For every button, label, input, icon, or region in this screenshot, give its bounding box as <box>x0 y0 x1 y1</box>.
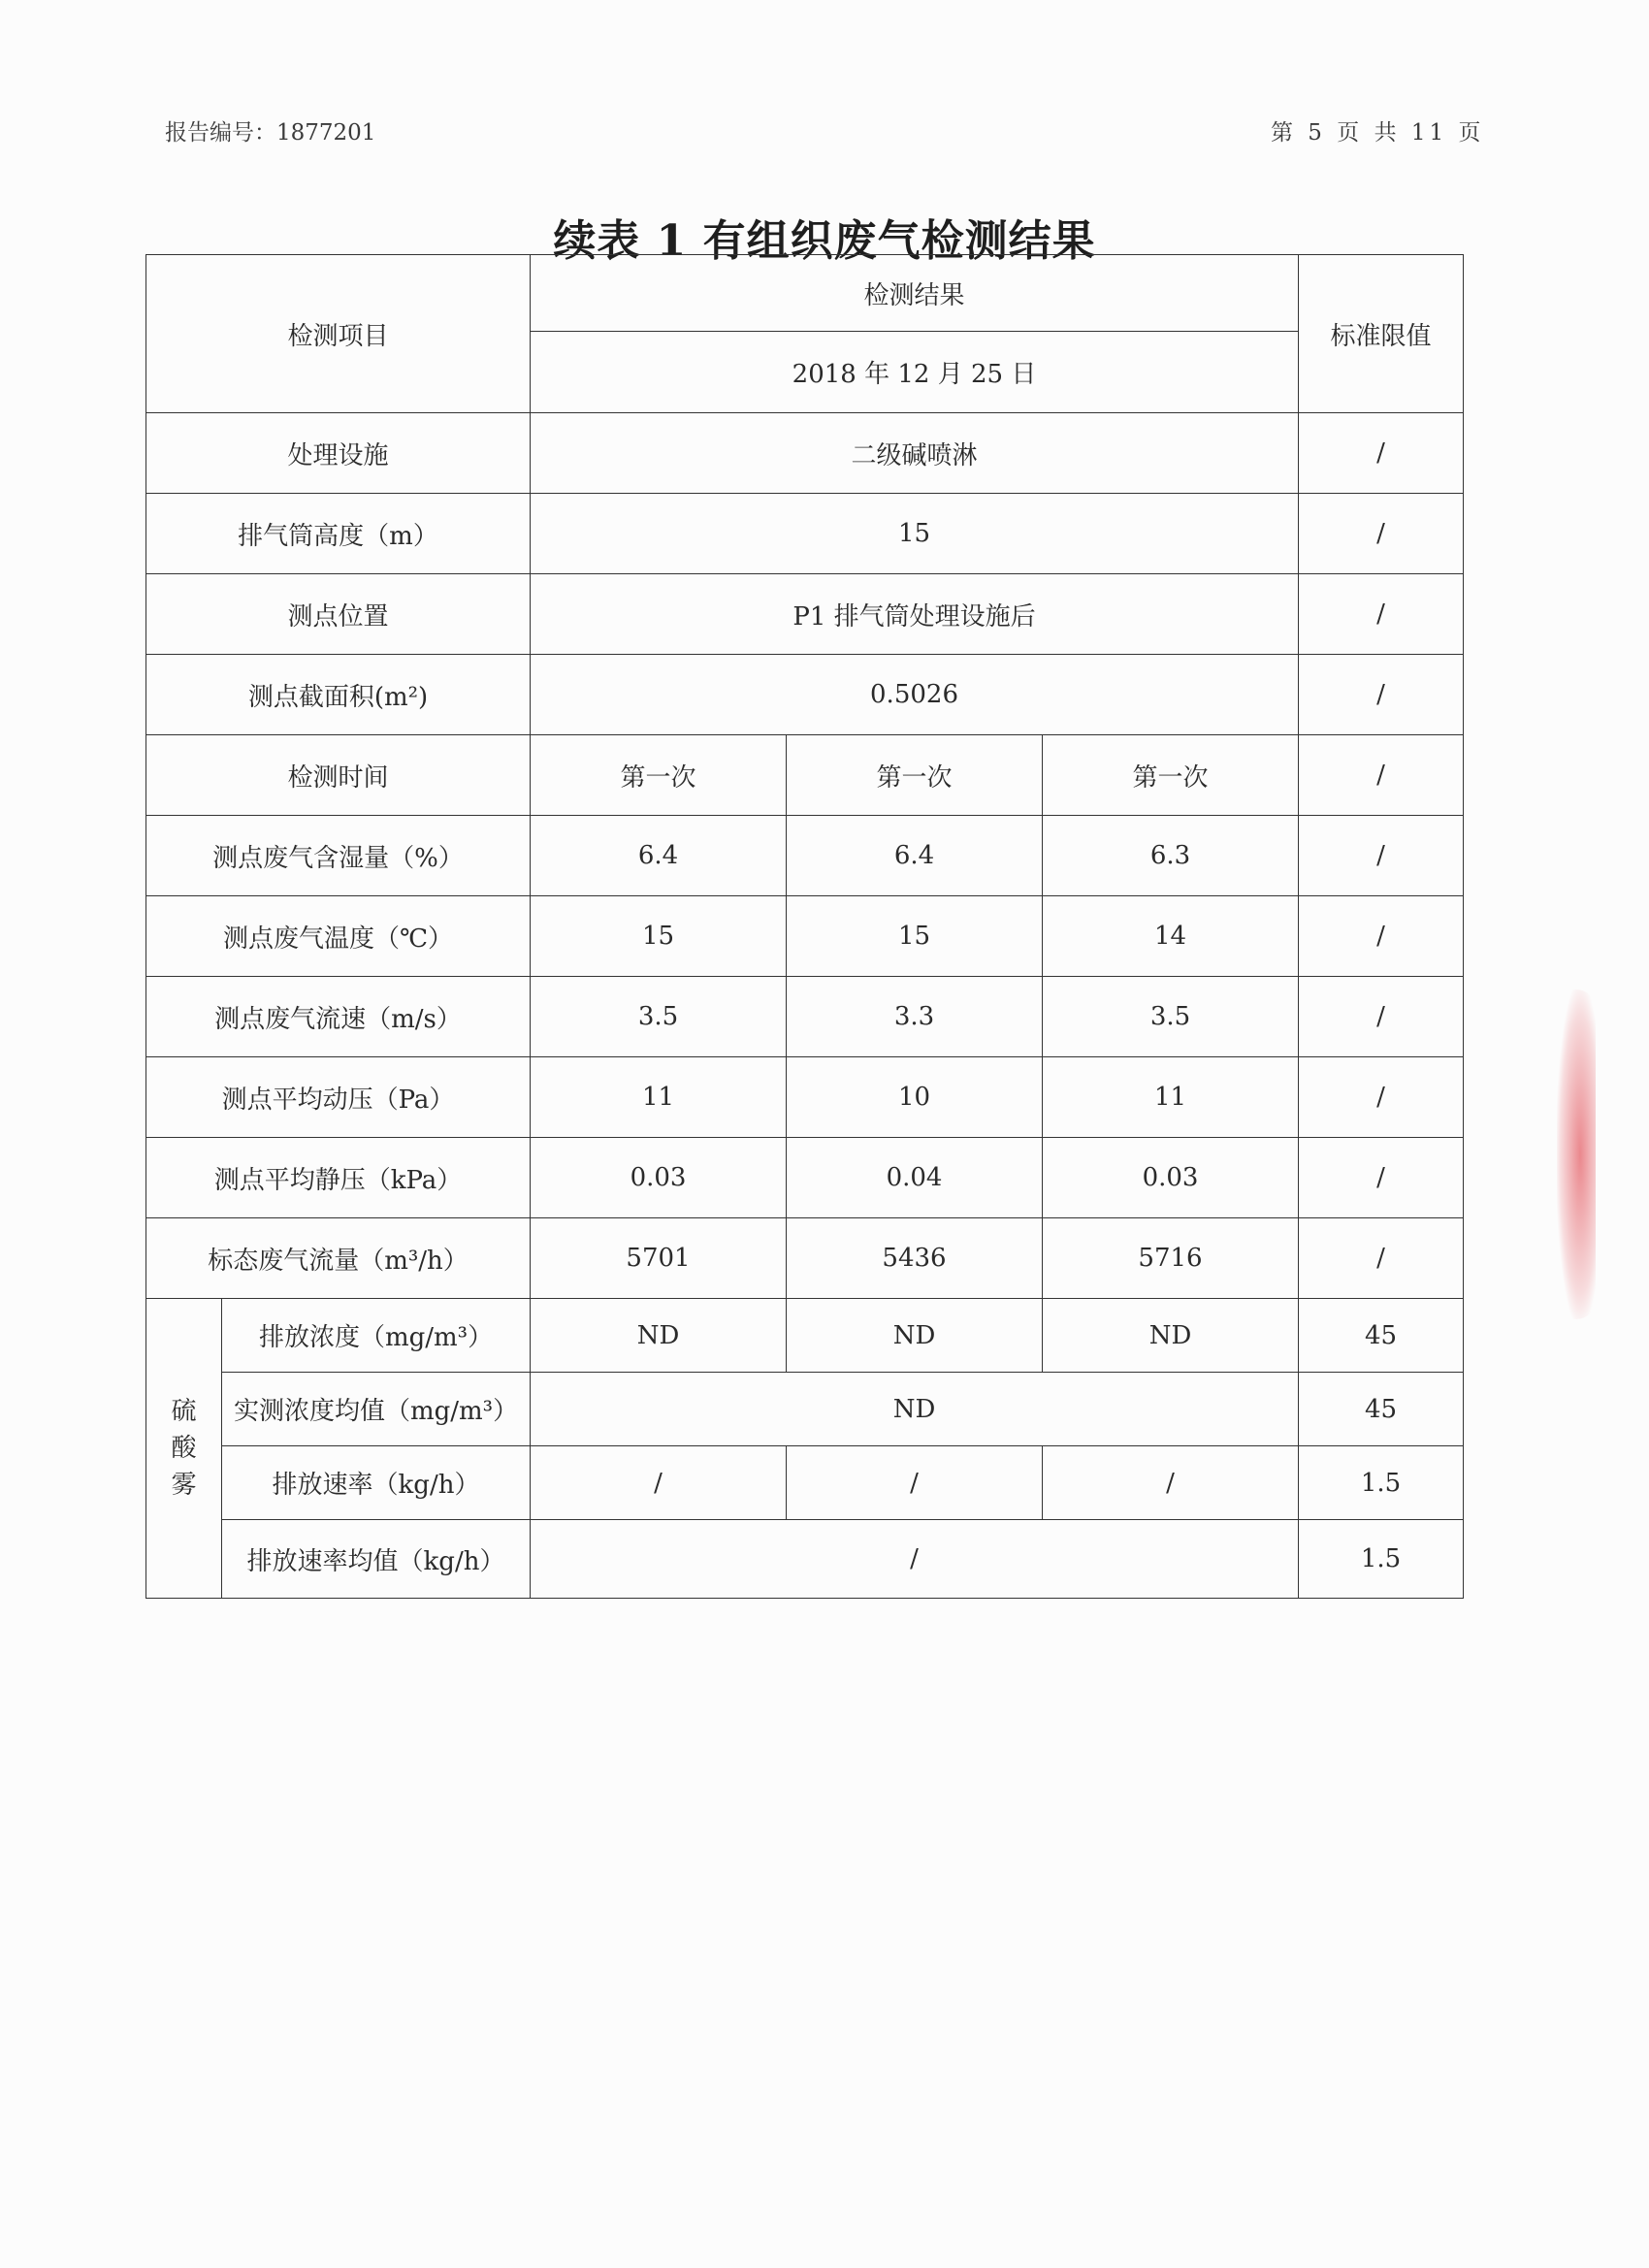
table-row <box>146 977 1464 1057</box>
row-label: 处理设施 <box>146 413 531 494</box>
row-limit: / <box>1299 977 1464 1057</box>
row-label: 排气筒高度（m） <box>146 494 531 574</box>
table-row <box>146 896 1464 977</box>
row-limit: / <box>1299 735 1464 816</box>
table-row <box>146 735 1464 816</box>
results-table <box>146 254 1464 1599</box>
row-value: 3.5 <box>531 977 787 1057</box>
row-value: 11 <box>531 1057 787 1138</box>
row-limit: / <box>1299 655 1464 735</box>
row-limit: / <box>1299 413 1464 494</box>
row-value: 11 <box>1043 1057 1299 1138</box>
row-value: 二级碱喷淋 <box>531 413 1299 494</box>
row-limit: / <box>1299 896 1464 977</box>
table-row <box>146 1057 1464 1138</box>
row-label: 标态废气流量（m³/h） <box>146 1218 531 1299</box>
row-value: / <box>531 1520 1299 1599</box>
row-value: 0.04 <box>787 1138 1043 1218</box>
table-row <box>146 574 1464 655</box>
group-name: 硫 酸 雾 <box>171 1397 197 1500</box>
row-value: 3.3 <box>787 977 1043 1057</box>
row-value: 0.5026 <box>531 655 1299 735</box>
row-limit: / <box>1299 1218 1464 1299</box>
row-limit: 1.5 <box>1299 1520 1464 1599</box>
table-row <box>146 655 1464 735</box>
row-value: ND <box>1043 1299 1299 1373</box>
page-number: 第 5 页 共 11 页 <box>1271 120 1485 146</box>
row-limit: / <box>1299 1138 1464 1218</box>
row-value: / <box>1043 1446 1299 1520</box>
table-row <box>146 1299 1464 1373</box>
row-limit: 45 <box>1299 1299 1464 1373</box>
row-limit: / <box>1299 574 1464 655</box>
row-value: 14 <box>1043 896 1299 977</box>
report-number: 报告编号：1877201 <box>165 120 376 146</box>
row-value: 5716 <box>1043 1218 1299 1299</box>
row-value: ND <box>531 1299 787 1373</box>
row-value: 0.03 <box>531 1138 787 1218</box>
row-label: 测点废气含湿量（%） <box>146 816 531 896</box>
row-value: 3.5 <box>1043 977 1299 1057</box>
row-value: P1 排气筒处理设施后 <box>531 574 1299 655</box>
row-value: ND <box>787 1299 1043 1373</box>
red-seal-stamp <box>1557 989 1596 1319</box>
row-limit: / <box>1299 494 1464 574</box>
row-label: 排放速率均值（kg/h） <box>222 1520 531 1599</box>
limit-header: 标准限值 <box>1299 255 1464 413</box>
row-value: 6.4 <box>531 816 787 896</box>
row-limit: 45 <box>1299 1373 1464 1446</box>
row-label: 测点废气流速（m/s） <box>146 977 531 1057</box>
table-row <box>146 1218 1464 1299</box>
item-header: 检测项目 <box>146 255 531 413</box>
table-row <box>146 816 1464 896</box>
row-limit: 1.5 <box>1299 1446 1464 1520</box>
table-row <box>146 1138 1464 1218</box>
row-value: 第一次 <box>787 735 1043 816</box>
result-header: 检测结果 <box>531 255 1299 332</box>
row-value: 5436 <box>787 1218 1043 1299</box>
row-value: 第一次 <box>1043 735 1299 816</box>
row-value: 10 <box>787 1057 1043 1138</box>
table-row <box>146 1446 1464 1520</box>
table-row <box>146 494 1464 574</box>
row-label: 检测时间 <box>146 735 531 816</box>
row-label: 测点位置 <box>146 574 531 655</box>
row-value: 第一次 <box>531 735 787 816</box>
group-label <box>146 1299 222 1599</box>
row-label: 测点平均动压（Pa） <box>146 1057 531 1138</box>
row-value: 15 <box>531 896 787 977</box>
row-value: 6.4 <box>787 816 1043 896</box>
row-label: 实测浓度均值（mg/m³） <box>222 1373 531 1446</box>
row-value: 15 <box>787 896 1043 977</box>
row-value: 0.03 <box>1043 1138 1299 1218</box>
table-row <box>146 1373 1464 1446</box>
row-label: 测点截面积(m²) <box>146 655 531 735</box>
row-value: 5701 <box>531 1218 787 1299</box>
row-limit: / <box>1299 816 1464 896</box>
row-value: / <box>787 1446 1043 1520</box>
row-label: 测点废气温度（℃） <box>146 896 531 977</box>
row-label: 排放速率（kg/h） <box>222 1446 531 1520</box>
table-title: 续表 1 有组织废气检测结果 <box>553 216 1096 266</box>
row-value: / <box>531 1446 787 1520</box>
row-value: 6.3 <box>1043 816 1299 896</box>
test-date: 2018 年 12 月 25 日 <box>531 332 1299 413</box>
row-value: ND <box>531 1373 1299 1446</box>
row-label: 测点平均静压（kPa） <box>146 1138 531 1218</box>
row-label: 排放浓度（mg/m³） <box>222 1299 531 1373</box>
table-row <box>146 1520 1464 1599</box>
table-row <box>146 413 1464 494</box>
row-limit: / <box>1299 1057 1464 1138</box>
row-value: 15 <box>531 494 1299 574</box>
